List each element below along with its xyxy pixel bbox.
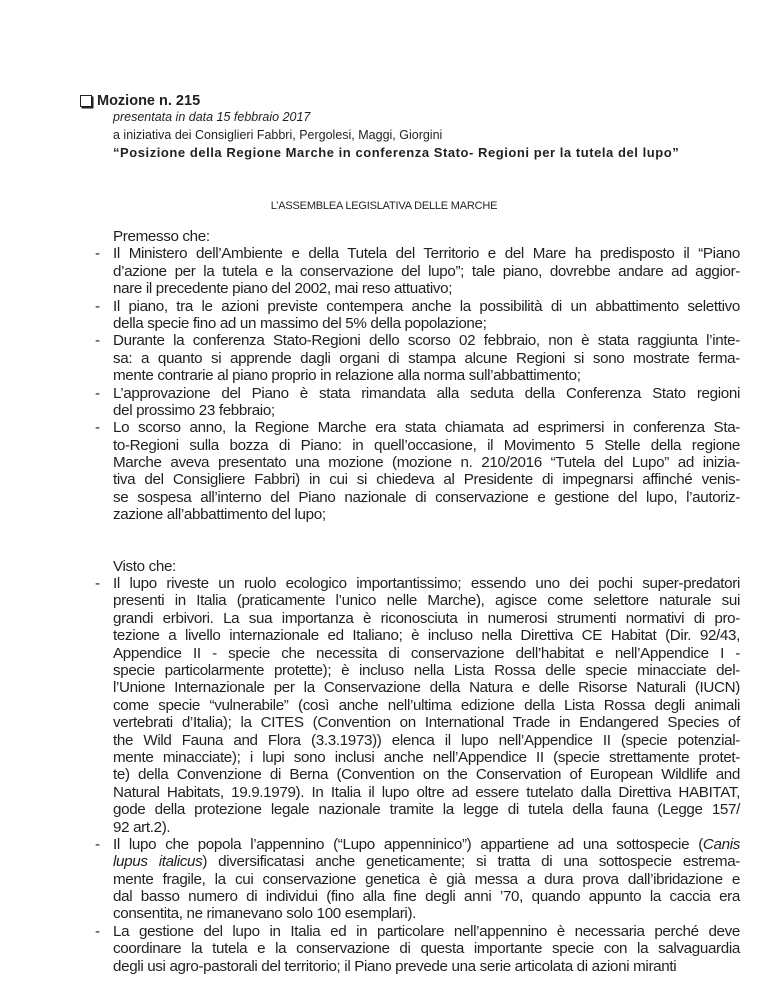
section-intro: Visto che: (113, 557, 176, 575)
text-line (113, 836, 740, 853)
list-item (95, 298, 740, 333)
list-item (95, 245, 740, 297)
text-line: te) della Convenzione di Berna (Convention on the Conservation of European Wildlife and (113, 766, 740, 784)
text-line: vertebrati d’Italia); la CITES (Convention on International Trade in Endangered Species of (113, 714, 740, 732)
text-line: grandi erbivori. La sua importanza è riconosciuta in numerosi strumenti normativi di pro- (113, 609, 740, 627)
text-line: della specie fino ad un massimo del 5% della popolazione; (113, 314, 487, 332)
bullet-dash: - (95, 384, 100, 402)
text-line: nare il precedente piano del 2002, mai reso attuativo; (113, 280, 453, 298)
text-line: Lo scorso anno, la Regione Marche era stata chiamata ad esprimersi in conferenza Sta- (113, 419, 740, 437)
motion-number: Mozione n. 215 (97, 93, 201, 109)
text-line: 92 art.2). (113, 818, 171, 836)
text-segment: Il lupo che popola l’appennino (“Lupo appenninico”) appartiene ad una sottospecie ( (113, 835, 703, 853)
checkbox-icon (80, 95, 92, 107)
text-line: to-Regioni sulla bozza di Piano: in quell’occasione, il Movimento 5 Stelle della regione (113, 436, 740, 454)
list-item (95, 836, 740, 923)
assembly-heading: L’ASSEMBLEA LEGISLATIVA DELLE MARCHE (270, 200, 498, 212)
text-line: tiva del Consigliere Fabbri) in cui si chiedeva al Presidente di impegnarsi affinché venis- (113, 471, 740, 489)
text-line: tezione a livello internazionale ed Italiano; è incluso nella Direttiva CE Habitat (Dir. 92/43, (113, 627, 740, 645)
text-line: Marche aveva presentato una mozione (mozione n. 210/2016 “Tutela del Lupo” ad inizia- (113, 454, 740, 472)
text-line: specie particolarmente protette); è incluso nella Lista Rossa delle specie minacciate del- (113, 661, 740, 679)
text-segment: ) diversificatasi anche geneticamente; si tratta di una sottospecie estrema- (202, 853, 740, 871)
text-line: dal basso numero di individui (fino alla fine degli anni ’70, quando appunto la caccia era (113, 888, 740, 906)
text-line: Il Ministero dell’Ambiente e della Tutela del Territorio e del Mare ha predisposto il “Piano (113, 245, 740, 263)
text-line: mente minacciate); i lupi sono inclusi anche nell’Appendice II (specie strettamente protet- (113, 748, 740, 766)
list-item (95, 923, 740, 975)
motion-subject: “Posizione della Regione Marche in conferenza Stato- Regioni per la tutela del lupo” (113, 145, 680, 160)
bullet-dash: - (95, 575, 100, 593)
motion-body (95, 228, 740, 975)
bullet-dash: - (95, 332, 100, 350)
text-line: degli usi agro-pastorali del territorio; il Piano prevede una serie articolata di azioni miranti (113, 957, 677, 975)
motion-header (80, 93, 679, 162)
italic-text: Canis (702, 835, 740, 853)
list-item (95, 419, 740, 523)
text-line: mente fragile, la cui conservazione genetica è già messa a dura prova dall’ibridazione e (113, 870, 740, 888)
text-line: se sospesa all’interno del Piano nazionale di conservazione e gestione del lupo, l’autoriz- (113, 488, 740, 506)
text-line: coordinare la tutela e la conservazione di questa importante specie con la salvaguardia (113, 940, 740, 958)
text-line: Durante la conferenza Stato-Regioni dello scorso 02 febbraio, non è stata raggiunta l’inte- (113, 332, 740, 350)
text-line: Il lupo riveste un ruolo ecologico importantissimo; essendo uno dei pochi super-predatori (113, 575, 740, 593)
list-item (95, 385, 740, 420)
text-line: the Wild Fauna and Flora (3.3.1973)) elenca il lupo nell’Appendice II (specie potenzial- (113, 731, 740, 749)
section-gap (95, 524, 740, 558)
section-intro: Premesso che: (113, 228, 210, 245)
text-line: sa: a quanto si apprende dagli organi di stampa alcune Regioni si sono mostrate ferma- (113, 349, 740, 367)
bullet-dash: - (95, 245, 100, 263)
list-item (95, 332, 740, 384)
presentation-date: presentata in data 15 febbraio 2017 (113, 110, 311, 124)
list-item (95, 575, 740, 836)
text-line: come specie “vulnerabile” (così anche nell’ultima edizione della Lista Rossa degli animali (113, 696, 740, 714)
bullet-dash: - (95, 922, 100, 940)
bullet-dash: - (95, 835, 100, 853)
text-line: La gestione del lupo in Italia ed in particolare nell’appennino è necessaria perché deve (113, 922, 740, 940)
text-line (113, 853, 740, 870)
text-line: d’azione per la tutela e la conservazione del lupo”; tale piano, dovrebbe andare ad aggior- (113, 262, 740, 280)
text-line: L’approvazione del Piano è stata rimandata alla seduta della Conferenza Stato regioni (113, 384, 740, 402)
text-line: Appendice II - specie che necessita di conservazione dell’habitat e nell’Appendice I - (113, 644, 740, 662)
text-line: presenti in Italia (praticamente l’unico nelle Marche), agisce come selettore naturale sui (113, 592, 740, 610)
text-line: del prossimo 23 febbraio; (113, 401, 275, 419)
italic-text: lupus italicus (113, 853, 203, 871)
bullet-dash: - (95, 297, 100, 315)
text-line: Il piano, tra le azioni previste contempera anche la possibilità di un abbattimento selettivo (113, 297, 740, 315)
text-line: mente contrarie al piano proprio in relazione alla norma sull’abbattimento; (113, 367, 581, 385)
bullet-dash: - (95, 419, 100, 437)
initiative-line: a iniziativa dei Consiglieri Fabbri, Pergolesi, Maggi, Giorgini (113, 127, 443, 142)
text-line: gode della protezione legale nazionale tramite la legge di tutela della fauna (Legge 157/ (113, 801, 740, 819)
motion-title (80, 93, 679, 109)
text-line: l’Unione Internazionale per la Conservazione della Natura e delle Risorse Naturali (IUCN) (113, 679, 740, 697)
text-line: consentita, ne rimanevano solo 100 esemplari). (113, 905, 417, 923)
text-line: zazione all’abbattimento del lupo; (113, 506, 326, 524)
text-line: Natural Habitats, 19.9.1979). In Italia il lupo oltre ad essere tutelato dalla Direttiva HABITAT, (113, 783, 740, 801)
